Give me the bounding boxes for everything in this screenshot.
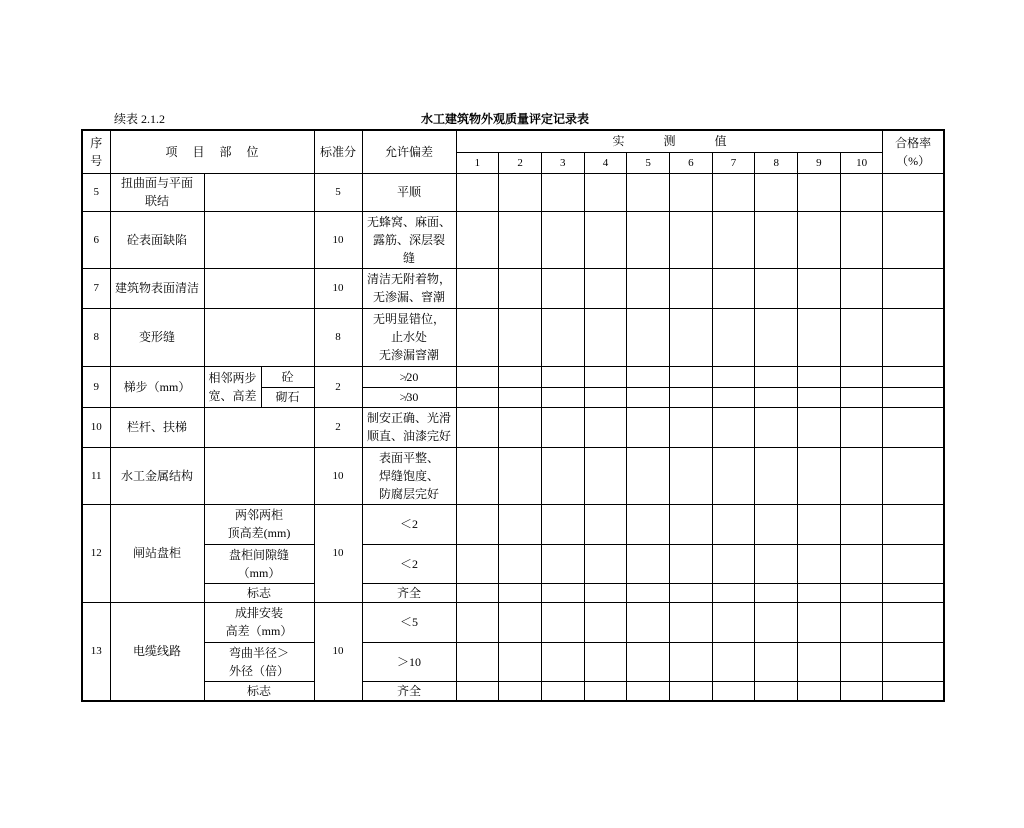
item-header (110, 130, 314, 173)
measured-value-cell-3 (541, 504, 584, 544)
measured-value-cell-8 (755, 211, 798, 268)
measured-value-cell-8 (755, 544, 798, 583)
allowance-header: 允许偏差 (362, 130, 456, 173)
measured-value-cell-5 (627, 583, 670, 602)
measured-value-cell-4 (584, 308, 627, 366)
measured-value-cell-10 (840, 504, 883, 544)
measured-value-cell-10 (840, 387, 883, 407)
seq-cell: 9 (82, 366, 110, 407)
sub-item-cell (204, 447, 314, 504)
measure-column-label-1: 1 (456, 152, 499, 173)
measured-value-cell-3 (541, 583, 584, 602)
measured-value-cell-9 (798, 681, 841, 701)
standard-score-cell: 10 (314, 211, 362, 268)
measured-value-cell-8 (755, 308, 798, 366)
sub-item-cell (204, 544, 314, 583)
measured-value-cell-10 (840, 583, 883, 602)
measured-value-cell-4 (584, 681, 627, 701)
standard-score-cell: 8 (314, 308, 362, 366)
allowance-cell-line: 焊缝饱度、 (379, 468, 440, 483)
pass-rate-cell (883, 583, 944, 602)
table-row-13-height-diff (82, 602, 944, 642)
measured-value-cell-5 (627, 681, 670, 701)
measured-value-cell-10 (840, 681, 883, 701)
measured-value-cell-5 (627, 544, 670, 583)
allowance-cell: ≯30 (362, 387, 456, 407)
measured-value-cell-3 (541, 366, 584, 387)
allowance-cell-line: 清洁无附着物， (367, 272, 452, 286)
measured-value-cell-1 (456, 211, 499, 268)
allowance-cell: ＜5 (362, 602, 456, 642)
sub-item-cell: 砼 (261, 366, 314, 387)
table-row-10 (82, 407, 944, 447)
measured-value-cell-5 (627, 504, 670, 544)
measured-value-cell-5 (627, 602, 670, 642)
measured-value-cell-8 (755, 268, 798, 308)
measured-value-cell-6 (669, 173, 712, 211)
sub-group-cell-line: 宽、高差 (208, 388, 257, 403)
measured-value-cell-2 (499, 211, 542, 268)
measure-column-label-4: 4 (584, 152, 627, 173)
measured-value-cell-1 (456, 308, 499, 366)
measured-value-cell-8 (755, 173, 798, 211)
measured-value-cell-4 (584, 366, 627, 387)
measured-value-cell-6 (669, 642, 712, 681)
seq-header-line: 号 (90, 153, 103, 168)
measured-value-cell-10 (840, 447, 883, 504)
allowance-cell (362, 447, 456, 504)
allowance-cell: ＜2 (362, 504, 456, 544)
table-body (82, 130, 944, 701)
measured-value-cell-8 (755, 407, 798, 447)
sub-item-cell (204, 173, 314, 211)
measured-values-header (456, 130, 883, 152)
pass-rate-cell (883, 681, 944, 701)
measured-value-cell-8 (755, 447, 798, 504)
allowance-cell-line: 无渗漏窨潮 (379, 348, 440, 362)
measure-column-label-6: 6 (669, 152, 712, 173)
pass-rate-cell (883, 642, 944, 681)
pass-rate-header-line: （%） (896, 153, 931, 168)
seq-cell: 13 (82, 602, 110, 701)
allowance-cell: ＞10 (362, 642, 456, 681)
measured-value-cell-10 (840, 308, 883, 366)
measured-value-cell-8 (755, 366, 798, 387)
measured-value-cell-3 (541, 544, 584, 583)
item-cell: 梯步（mm） (110, 366, 204, 407)
measured-value-cell-10 (840, 211, 883, 268)
measured-value-cell-2 (499, 602, 542, 642)
sub-item-cell-line: 成排安装 (235, 606, 284, 620)
sub-item-cell-line: 高差（mm） (225, 624, 293, 638)
pass-rate-cell (883, 173, 944, 211)
standard-score-cell: 2 (314, 407, 362, 447)
measured-value-cell-7 (712, 642, 755, 681)
measured-value-cell-1 (456, 173, 499, 211)
measured-value-cell-1 (456, 544, 499, 583)
standard-score-cell: 10 (314, 268, 362, 308)
measured-value-cell-6 (669, 447, 712, 504)
measured-value-cell-10 (840, 407, 883, 447)
standard-score-cell: 10 (314, 602, 362, 701)
table-row-8 (82, 308, 944, 366)
measured-value-cell-2 (499, 447, 542, 504)
pass-rate-cell (883, 211, 944, 268)
measured-value-cell-7 (712, 366, 755, 387)
measured-value-cell-5 (627, 447, 670, 504)
sub-item-cell-line: 弯曲半径＞ (229, 645, 290, 660)
measured-value-cell-2 (499, 407, 542, 447)
measured-value-cell-3 (541, 407, 584, 447)
table-row-13-bend-radius (82, 642, 944, 681)
measured-value-cell-6 (669, 268, 712, 308)
pass-rate-cell (883, 268, 944, 308)
measured-value-cell-6 (669, 407, 712, 447)
sub-item-cell-line: 盘柜间隙缝 (229, 547, 290, 562)
measured-value-cell-4 (584, 602, 627, 642)
document-title: 水工建筑物外观质量评定记录表 (420, 112, 589, 126)
measured-value-cell-6 (669, 602, 712, 642)
sub-item-cell: 标志 (204, 681, 314, 701)
sub-item-cell: 砌石 (261, 387, 314, 407)
measured-value-cell-5 (627, 308, 670, 366)
seq-cell: 6 (82, 211, 110, 268)
table-row-12-marking (82, 583, 944, 602)
measured-value-cell-8 (755, 504, 798, 544)
measured-value-cell-4 (584, 173, 627, 211)
pass-rate-header-line: 合格率 (895, 135, 932, 150)
measured-value-cell-6 (669, 387, 712, 407)
measured-value-cell-1 (456, 602, 499, 642)
allowance-cell-line: 露筋、深层裂 (373, 232, 446, 247)
measured-value-cell-2 (499, 173, 542, 211)
measured-value-cell-4 (584, 407, 627, 447)
pass-rate-cell (883, 387, 944, 407)
seq-cell: 12 (82, 504, 110, 602)
measure-column-label-5: 5 (627, 152, 670, 173)
measured-value-cell-5 (627, 211, 670, 268)
measured-value-cell-5 (627, 268, 670, 308)
measured-value-cell-1 (456, 366, 499, 387)
measured-value-cell-9 (798, 602, 841, 642)
allowance-cell (362, 211, 456, 268)
measured-value-cell-5 (627, 387, 670, 407)
allowance-cell-line: 缝 (403, 250, 416, 265)
item-header-label: 项目部位 (165, 144, 274, 159)
table-row-7 (82, 268, 944, 308)
measured-value-cell-3 (541, 211, 584, 268)
item-cell: 电缆线路 (110, 602, 204, 701)
pass-rate-cell (883, 308, 944, 366)
quality-record-table (81, 129, 945, 702)
sub-item-cell (204, 504, 314, 544)
sub-group-cell (204, 366, 261, 407)
allowance-cell-line: 表面平整、 (379, 450, 440, 465)
table-row-6 (82, 211, 944, 268)
sub-item-cell (204, 308, 314, 366)
measured-value-cell-8 (755, 642, 798, 681)
pass-rate-cell (883, 407, 944, 447)
standard-score-cell: 10 (314, 447, 362, 504)
pass-rate-cell (883, 366, 944, 387)
measured-value-cell-2 (499, 583, 542, 602)
measured-value-cell-3 (541, 447, 584, 504)
measured-value-cell-5 (627, 366, 670, 387)
measured-value-cell-8 (755, 583, 798, 602)
item-cell: 砼表面缺陷 (110, 211, 204, 268)
measured-value-cell-3 (541, 681, 584, 701)
allowance-cell-line: 无明显错位， (373, 312, 446, 326)
measured-value-cell-4 (584, 211, 627, 268)
measured-value-cell-1 (456, 268, 499, 308)
measured-value-cell-10 (840, 642, 883, 681)
measured-value-cell-9 (798, 268, 841, 308)
table-row-12-top-diff (82, 504, 944, 544)
measured-value-cell-6 (669, 583, 712, 602)
sub-item-cell (204, 211, 314, 268)
measured-value-cell-2 (499, 544, 542, 583)
measured-value-cell-3 (541, 602, 584, 642)
measured-value-cell-7 (712, 268, 755, 308)
item-cell: 变形缝 (110, 308, 204, 366)
continued-table-label: 续表 2.1.2 (114, 112, 166, 126)
measured-value-cell-5 (627, 407, 670, 447)
sub-group-cell-line: 相邻两步 (208, 370, 257, 385)
seq-header (82, 130, 110, 173)
table-row-12-gap (82, 544, 944, 583)
pass-rate-cell (883, 544, 944, 583)
measured-value-cell-9 (798, 308, 841, 366)
measured-value-cell-1 (456, 387, 499, 407)
measure-column-label-10: 10 (840, 152, 883, 173)
measured-value-cell-9 (798, 583, 841, 602)
standard-score-header: 标准分 (314, 130, 362, 173)
seq-cell: 7 (82, 268, 110, 308)
measured-value-cell-6 (669, 366, 712, 387)
measured-value-cell-1 (456, 504, 499, 544)
measured-value-cell-9 (798, 211, 841, 268)
item-cell: 水工金属结构 (110, 447, 204, 504)
measured-value-cell-3 (541, 387, 584, 407)
allowance-cell-line: 制安正确、光滑 (367, 411, 452, 425)
measured-value-cell-7 (712, 407, 755, 447)
measured-value-cell-7 (712, 173, 755, 211)
allowance-cell: 齐全 (362, 681, 456, 701)
allowance-cell (362, 308, 456, 366)
measured-value-cell-7 (712, 504, 755, 544)
measured-value-cell-10 (840, 268, 883, 308)
measure-column-label-2: 2 (499, 152, 542, 173)
seq-header-line: 序 (90, 135, 103, 150)
allowance-cell: ＜2 (362, 544, 456, 583)
measured-value-cell-9 (798, 387, 841, 407)
measured-value-cell-1 (456, 681, 499, 701)
measured-value-cell-7 (712, 583, 755, 602)
sub-item-cell: 标志 (204, 583, 314, 602)
measured-value-cell-4 (584, 268, 627, 308)
measured-value-cell-1 (456, 447, 499, 504)
measured-value-cell-3 (541, 642, 584, 681)
measured-value-cell-1 (456, 583, 499, 602)
measured-value-cell-7 (712, 308, 755, 366)
measured-value-cell-6 (669, 504, 712, 544)
seq-cell: 8 (82, 308, 110, 366)
allowance-cell (362, 407, 456, 447)
standard-score-cell: 10 (314, 504, 362, 602)
allowance-cell-line: 无蜂窝、麻面、 (367, 214, 452, 229)
allowance-cell: 齐全 (362, 583, 456, 602)
table-row-9-concrete (82, 366, 944, 387)
measured-value-cell-2 (499, 681, 542, 701)
measured-values-label: 实测值 (612, 134, 766, 149)
table-row-5 (82, 173, 944, 211)
table-row-11 (82, 447, 944, 504)
measured-value-cell-7 (712, 602, 755, 642)
measured-value-cell-2 (499, 268, 542, 308)
measured-value-cell-9 (798, 642, 841, 681)
measured-value-cell-8 (755, 387, 798, 407)
measured-value-cell-9 (798, 407, 841, 447)
header-row (82, 130, 944, 152)
item-cell-line: 扭曲面与平面 (120, 176, 193, 190)
standard-score-cell: 2 (314, 366, 362, 407)
pass-rate-header (883, 130, 944, 173)
measured-value-cell-8 (755, 602, 798, 642)
measured-value-cell-5 (627, 173, 670, 211)
measured-value-cell-9 (798, 504, 841, 544)
measured-value-cell-2 (499, 387, 542, 407)
measured-value-cell-1 (456, 407, 499, 447)
pass-rate-cell (883, 504, 944, 544)
seq-cell: 5 (82, 173, 110, 211)
measured-value-cell-2 (499, 504, 542, 544)
measured-value-cell-3 (541, 268, 584, 308)
measured-value-cell-4 (584, 447, 627, 504)
measured-value-cell-10 (840, 366, 883, 387)
sub-item-cell (204, 407, 314, 447)
sub-item-cell-line: （mm） (237, 565, 281, 580)
measured-value-cell-7 (712, 447, 755, 504)
pass-rate-cell (883, 602, 944, 642)
allowance-cell-line: 防腐层完好 (379, 486, 440, 501)
measured-value-cell-4 (584, 642, 627, 681)
allowance-cell: ≯20 (362, 366, 456, 387)
measure-column-label-3: 3 (541, 152, 584, 173)
measure-column-label-9: 9 (798, 152, 841, 173)
measured-value-cell-9 (798, 366, 841, 387)
standard-score-cell: 5 (314, 173, 362, 211)
seq-cell: 10 (82, 407, 110, 447)
measured-value-cell-9 (798, 447, 841, 504)
allowance-cell (362, 268, 456, 308)
item-cell-line: 联结 (144, 194, 169, 208)
measured-value-cell-7 (712, 681, 755, 701)
measured-value-cell-10 (840, 173, 883, 211)
allowance-cell-line: 止水处 (391, 330, 428, 344)
item-cell (110, 173, 204, 211)
item-cell: 栏杆、扶梯 (110, 407, 204, 447)
sub-item-cell-line: 外径（倍） (229, 663, 290, 678)
measured-value-cell-6 (669, 681, 712, 701)
measured-value-cell-5 (627, 642, 670, 681)
allowance-cell-line: 顺直、油漆完好 (367, 429, 452, 443)
sub-item-cell-line: 顶高差(mm) (227, 526, 291, 540)
seq-cell: 11 (82, 447, 110, 504)
measured-value-cell-10 (840, 602, 883, 642)
measured-value-cell-4 (584, 504, 627, 544)
item-cell: 建筑物表面清洁 (110, 268, 204, 308)
measured-value-cell-2 (499, 642, 542, 681)
allowance-cell-line: 无渗漏、窨潮 (373, 290, 446, 304)
item-cell: 闸站盘柜 (110, 504, 204, 602)
measured-value-cell-7 (712, 544, 755, 583)
measured-value-cell-8 (755, 681, 798, 701)
measured-value-cell-3 (541, 308, 584, 366)
sub-item-cell (204, 268, 314, 308)
measured-value-cell-1 (456, 642, 499, 681)
measured-value-cell-2 (499, 366, 542, 387)
measured-value-cell-6 (669, 544, 712, 583)
measured-value-cell-9 (798, 544, 841, 583)
measured-value-cell-7 (712, 211, 755, 268)
allowance-cell: 平顺 (362, 173, 456, 211)
measured-value-cell-7 (712, 387, 755, 407)
measured-value-cell-3 (541, 173, 584, 211)
sub-item-cell (204, 642, 314, 681)
sub-item-cell (204, 602, 314, 642)
table-row-13-marking (82, 681, 944, 701)
measured-value-cell-9 (798, 173, 841, 211)
measure-column-label-8: 8 (755, 152, 798, 173)
pass-rate-cell (883, 447, 944, 504)
measure-column-label-7: 7 (712, 152, 755, 173)
measured-value-cell-4 (584, 387, 627, 407)
measured-value-cell-6 (669, 308, 712, 366)
measured-value-cell-10 (840, 544, 883, 583)
measured-value-cell-4 (584, 544, 627, 583)
measured-value-cell-4 (584, 583, 627, 602)
sub-item-cell-line: 两邻两柜 (235, 508, 284, 522)
measured-value-cell-2 (499, 308, 542, 366)
measured-value-cell-6 (669, 211, 712, 268)
